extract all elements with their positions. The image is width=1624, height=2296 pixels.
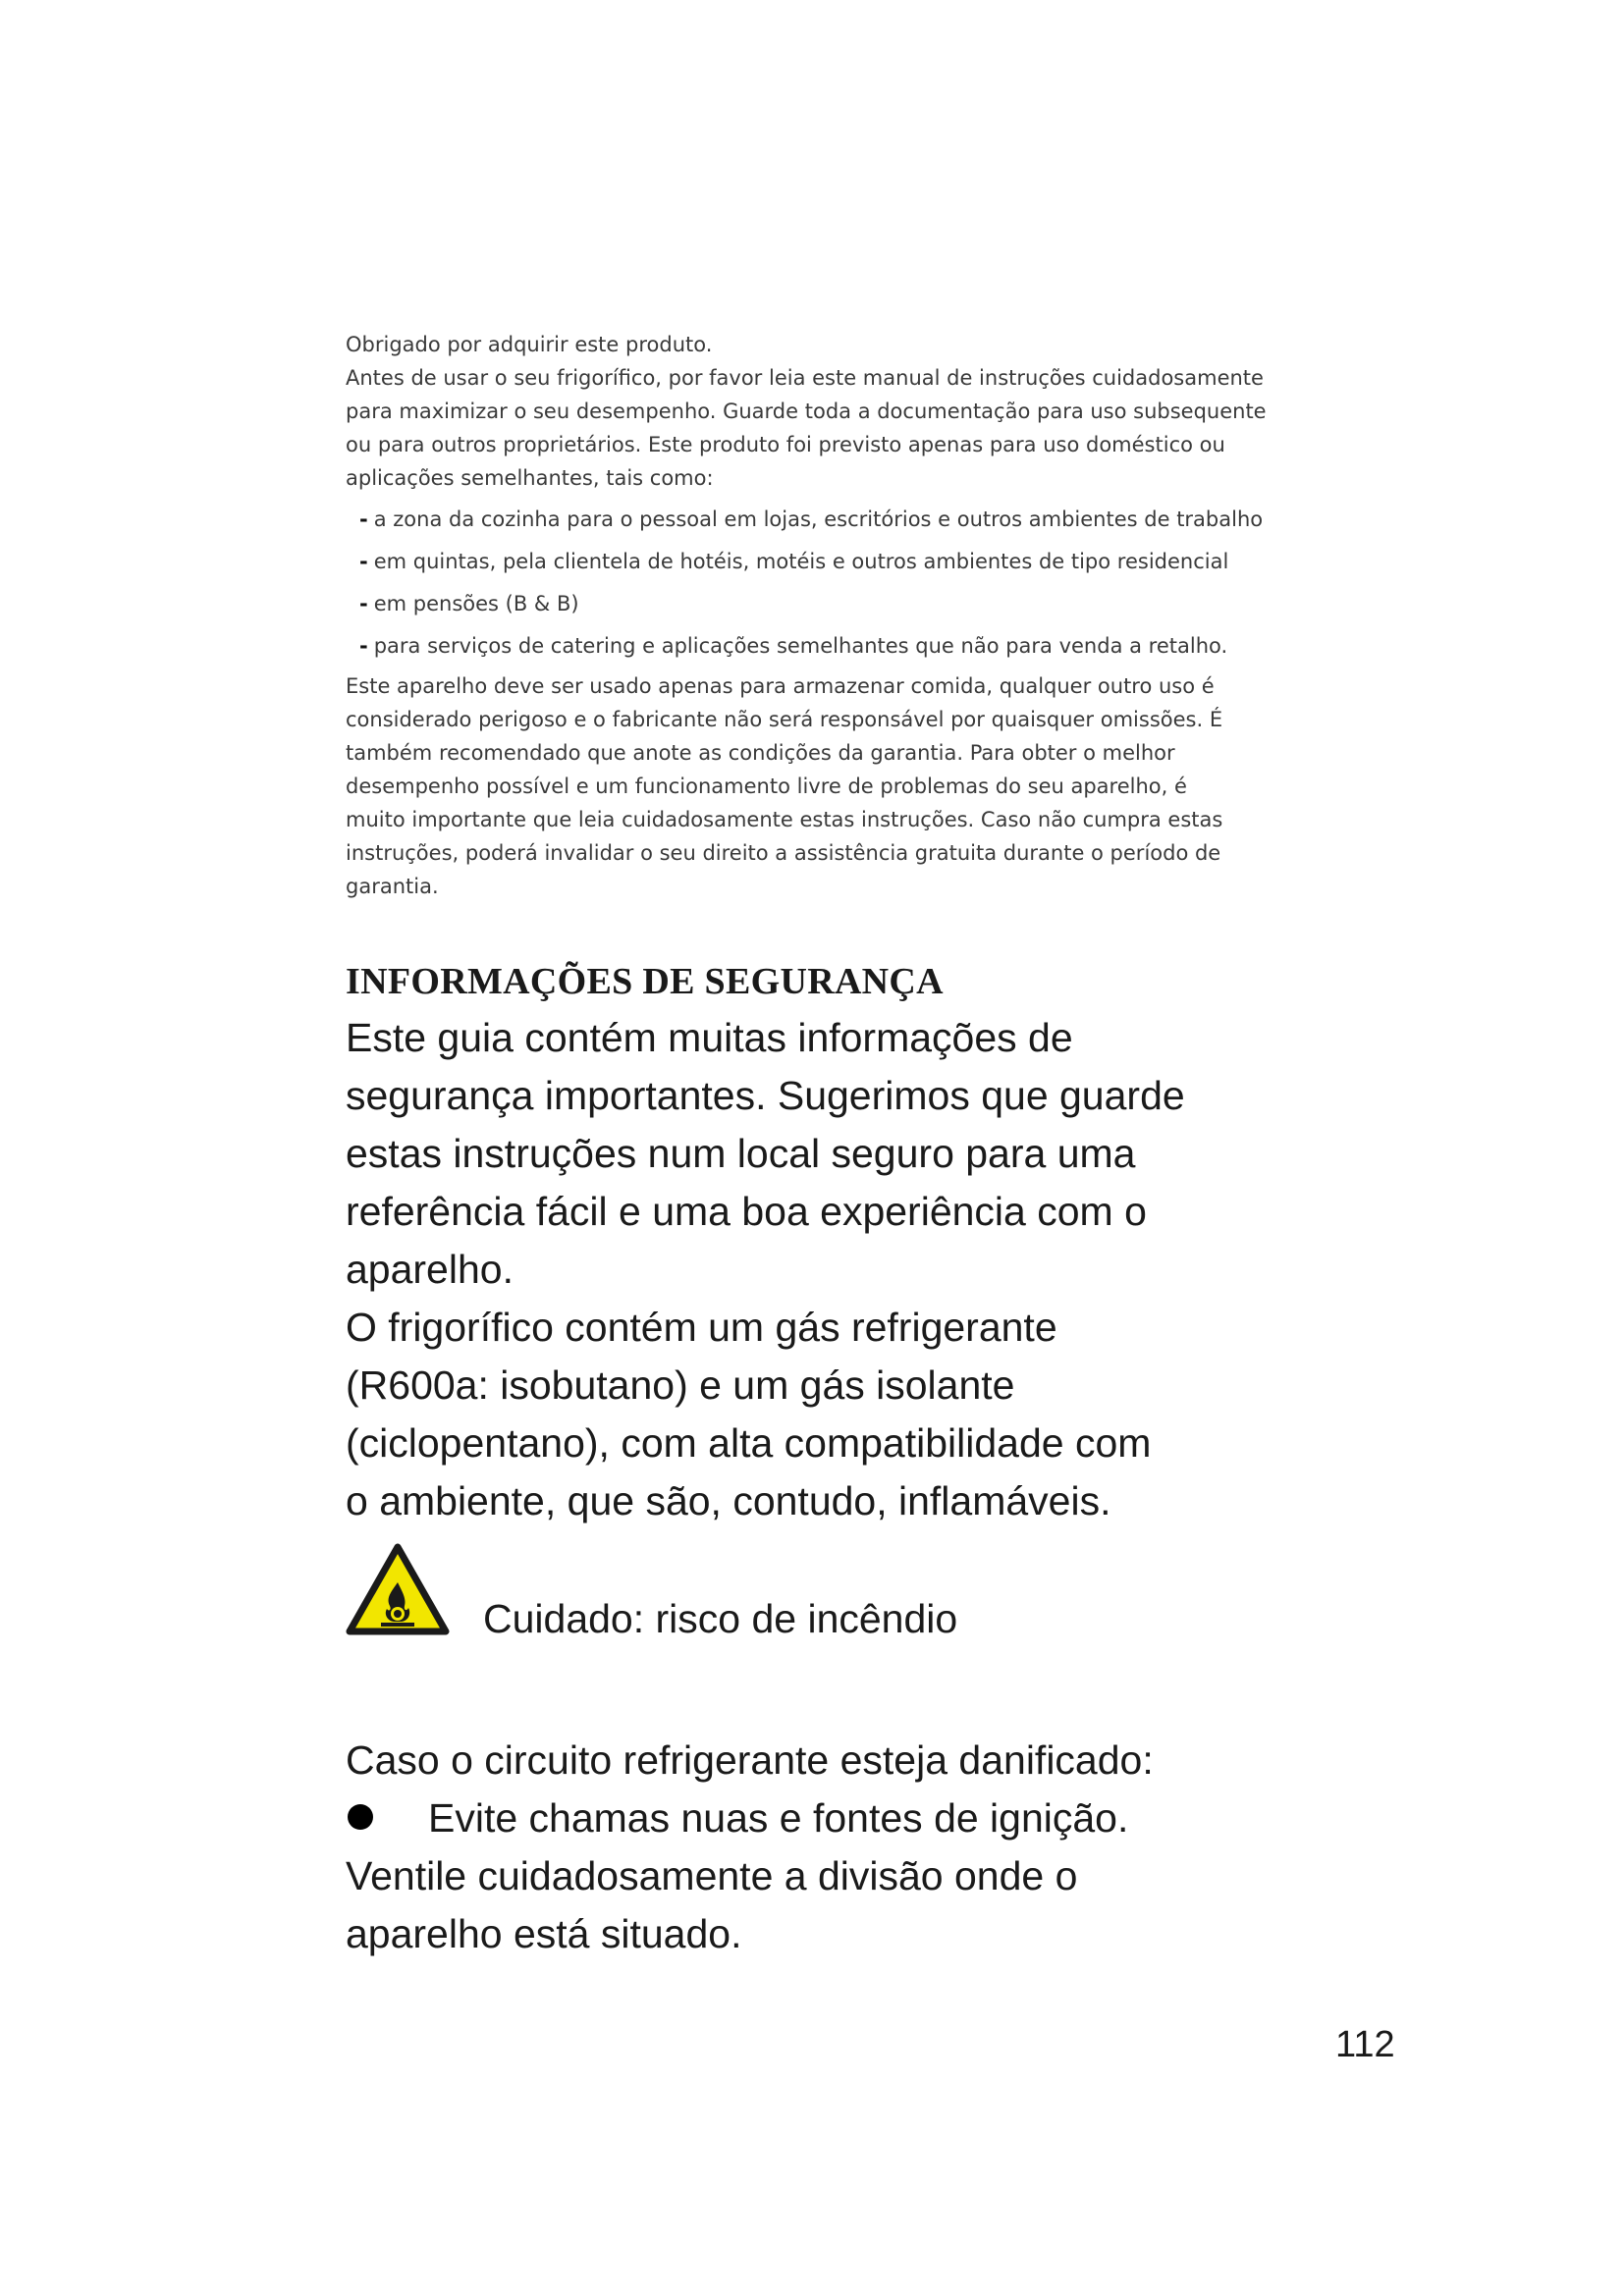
- intro-section: [346, 328, 1337, 903]
- case-line: Ventile cuidadosamente a divisão onde o: [346, 1853, 1078, 1898]
- warning-text: Cuidado: risco de incêndio: [483, 1596, 958, 1641]
- intro-line: instruções, poderá invalidar o seu direito a assistência gratuita durante o período de: [346, 841, 1221, 865]
- safety-line: (R600a: isobutano) e um gás isolante: [346, 1362, 1015, 1408]
- list-item-text: em pensões (B & B): [373, 592, 579, 615]
- intro-line: ou para outros proprietários. Este produto foi previsto apenas para uso doméstico ou: [346, 433, 1225, 456]
- dash-marker: -: [359, 634, 368, 658]
- intro-line: considerado perigoso e o fabricante não será responsável por quaisquer omissões. É: [346, 708, 1223, 731]
- list-item: [359, 625, 1337, 667]
- bullet-dot-icon: [348, 1804, 373, 1830]
- dash-marker: -: [359, 592, 368, 615]
- usage-list: [346, 499, 1337, 667]
- intro-line: aplicações semelhantes, tais como:: [346, 466, 714, 490]
- intro-line: para maximizar o seu desempenho. Guarde toda a documentação para uso subsequente: [346, 400, 1267, 423]
- list-item-text: para serviços de catering e aplicações semelhantes que não para venda a retalho.: [373, 634, 1228, 658]
- list-item-text: em quintas, pela clientela de hotéis, motéis e outros ambientes de tipo residencial: [373, 550, 1229, 573]
- case-line: aparelho está situado.: [346, 1911, 742, 1956]
- safety-line: segurança importantes. Sugerimos que guarde: [346, 1073, 1185, 1118]
- list-item: [359, 499, 1337, 541]
- list-item-text: Evite chamas nuas e fontes de ignição.: [428, 1795, 1129, 1841]
- safety-line: O frigorífico contém um gás refrigerante: [346, 1305, 1057, 1350]
- dash-marker: -: [359, 550, 368, 573]
- fire-warning: [346, 1543, 1229, 1651]
- list-item: [346, 1789, 1386, 1847]
- intro-line: também recomendado que anote as condições da garantia. Para obter o melhor: [346, 741, 1175, 765]
- intro-line: garantia.: [346, 875, 439, 898]
- safety-line: aparelho.: [346, 1247, 514, 1292]
- intro-line: Este aparelho deve ser usado apenas para armazenar comida, qualquer outro uso é: [346, 674, 1215, 698]
- safety-line: (ciclopentano), com alta compatibilidade com: [346, 1420, 1152, 1466]
- page-number: 112: [1335, 2024, 1395, 2065]
- case-heading: Caso o circuito refrigerante esteja danificado:: [346, 1737, 1154, 1783]
- intro-line: desempenho possível e um funcionamento livre de problemas do seu aparelho, é: [346, 774, 1187, 798]
- intro-line: muito importante que leia cuidadosamente estas instruções. Caso não cumpra estas: [346, 808, 1223, 831]
- dash-marker: -: [359, 507, 368, 531]
- safety-line: estas instruções num local seguro para uma: [346, 1131, 1136, 1176]
- safety-line: Este guia contém muitas informações de: [346, 1015, 1073, 1060]
- safety-line: o ambiente, que são, contudo, inflamáveis.: [346, 1478, 1111, 1523]
- list-item: [359, 583, 1337, 625]
- intro-line: Antes de usar o seu frigorífico, por favor leia este manual de instruções cuidadosamente: [346, 366, 1264, 390]
- list-item: [359, 541, 1337, 583]
- safety-line: referência fácil e uma boa experiência com o: [346, 1189, 1147, 1234]
- intro-line: Obrigado por adquirir este produto.: [346, 333, 713, 356]
- fire-hazard-warning-icon: [346, 1543, 450, 1635]
- damaged-circuit-section: [346, 1732, 1386, 1963]
- safety-section: [346, 954, 1386, 1530]
- section-title: INFORMAÇÕES DE SEGURANÇA: [346, 961, 944, 1002]
- list-item-text: a zona da cozinha para o pessoal em lojas, escritórios e outros ambientes de trabalho: [373, 507, 1264, 531]
- safety-text: [346, 1009, 1386, 1530]
